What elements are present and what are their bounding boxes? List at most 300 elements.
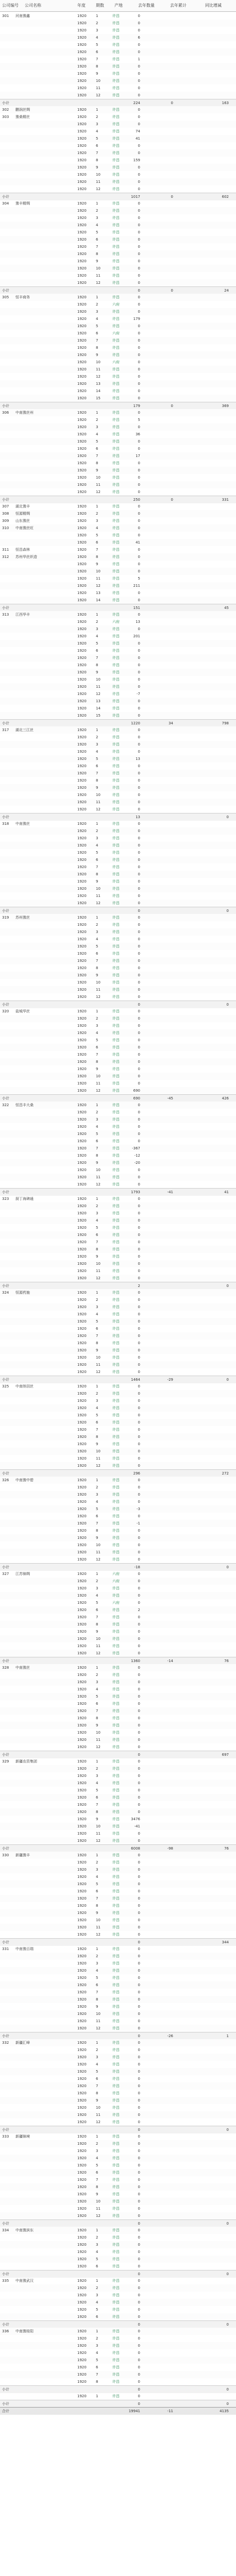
cell-period: 7 [96, 1615, 98, 1619]
cell-year: 1920 [77, 2192, 87, 2196]
table-row [0, 618, 236, 625]
cell-year: 1920 [77, 1110, 87, 1114]
table-row [0, 84, 236, 92]
cell-period: 10 [96, 677, 100, 682]
cell-company-name: 中南豫丝旺 [15, 526, 33, 530]
cell-yoy: 41 [224, 1190, 229, 1194]
cell-quantity: 296 [133, 1471, 140, 1476]
table-row [0, 1765, 236, 1772]
cell-period: 7 [96, 2084, 98, 2088]
cell-quantity: 13 [136, 620, 140, 624]
cell-quantity: 179 [133, 404, 140, 408]
cell-period: 7 [96, 1803, 98, 1807]
cell-origin: 许昌 [112, 418, 120, 422]
cell-year: 1920 [77, 1139, 87, 1143]
table-row [0, 1361, 236, 1368]
cell-period: 5 [96, 2358, 98, 2362]
cell-year: 1920 [77, 137, 87, 141]
cell-year: 1920 [77, 2329, 87, 2333]
table-row [0, 654, 236, 662]
table-row [0, 1101, 236, 1109]
table-row [0, 1578, 236, 1585]
cell-origin: 许昌 [112, 310, 120, 314]
cell-quantity: 0 [138, 1218, 140, 1223]
subtotal-row [0, 2219, 236, 2227]
cell-year: 1920 [77, 2257, 87, 2261]
cell-year: 1920 [77, 1608, 87, 1612]
table-row [0, 510, 236, 517]
cell-period: 7 [96, 1896, 98, 1901]
table-row [0, 2263, 236, 2270]
cell-period: 4 [96, 129, 98, 133]
cell-period: 9 [96, 973, 98, 977]
cell-period: 6 [96, 1045, 98, 1049]
table-row [0, 438, 236, 445]
cell-year: 1920 [77, 1478, 87, 1482]
cell-origin: 许昌 [112, 771, 120, 775]
table-row [0, 1981, 236, 1989]
table-row [0, 1736, 236, 1743]
cell-period: 3 [96, 425, 98, 429]
table-row [0, 647, 236, 654]
cell-year: 1920 [77, 1969, 87, 1973]
cell-period: 3 [96, 1024, 98, 1028]
cell-period: 13 [96, 699, 100, 703]
cell-origin: 许昌 [112, 1651, 120, 1655]
cell-yoy: 0 [226, 2402, 229, 2406]
table-row [0, 2140, 236, 2147]
cell-quantity: 0 [138, 786, 140, 790]
cell-origin: 许昌 [112, 245, 120, 249]
cell-quantity: 0 [138, 1334, 140, 1338]
cell-year: 1920 [77, 2012, 87, 2016]
table-row [0, 481, 236, 488]
cell-company-name: 中南纳羽丝 [15, 1384, 33, 1388]
cell-year: 1920 [77, 504, 87, 509]
subtotal-row [0, 2400, 236, 2408]
table-row [0, 734, 236, 741]
cell-origin: 许昌 [112, 447, 120, 451]
cell-period: 5 [96, 1132, 98, 1136]
table-row [0, 2162, 236, 2169]
cell-year: 1920 [77, 454, 87, 458]
table-row [0, 892, 236, 900]
table-row [0, 1621, 236, 1628]
cell-origin: 许昌 [112, 2048, 120, 2052]
cell-period: 6 [96, 858, 98, 862]
table-row [0, 1239, 236, 1246]
cell-period: 11 [96, 2113, 100, 2117]
cell-year: 1920 [77, 800, 87, 804]
cell-quantity: 0 [138, 627, 140, 631]
cell-quantity: 0 [138, 1175, 140, 1179]
table-row [0, 741, 236, 748]
table-row [0, 330, 236, 337]
table-row [0, 1044, 236, 1051]
cell-company-code: 小计 [2, 2128, 9, 2132]
cell-origin: 许昌 [112, 836, 120, 840]
table-row [0, 921, 236, 928]
cell-period: 2 [96, 302, 98, 307]
table-row [0, 200, 236, 207]
cell-year: 1920 [77, 2142, 87, 2146]
cell-year: 1920 [77, 778, 87, 783]
cell-year: 1920 [77, 2106, 87, 2110]
cell-period: 4 [96, 1500, 98, 1504]
cell-quantity: 0 [138, 1442, 140, 1446]
cell-quantity: 0 [138, 930, 140, 934]
cell-origin: 许昌 [112, 598, 120, 602]
cell-origin: 许昌 [112, 685, 120, 689]
table-row [0, 1917, 236, 1924]
cell-quantity: 0 [138, 1449, 140, 1453]
cell-origin: 许昌 [112, 1291, 120, 1295]
cell-origin: 许昌 [112, 2178, 120, 2182]
header-period: 期数 [96, 3, 104, 8]
table-row [0, 1332, 236, 1340]
cell-quantity: 0 [138, 1579, 140, 1583]
cell-period: 10 [96, 360, 100, 364]
cell-quantity: 0 [138, 201, 140, 206]
cell-year: 1920 [77, 1824, 87, 1828]
cell-quantity: 0 [138, 1918, 140, 1922]
cell-origin: 许昌 [112, 677, 120, 682]
cell-cumulative: 0 [171, 289, 173, 293]
cell-origin: 许昌 [112, 1074, 120, 1078]
cell-period: 10 [96, 2012, 100, 2016]
table-row [0, 784, 236, 791]
cell-period: 9 [96, 353, 98, 357]
cell-period: 6 [96, 238, 98, 242]
cell-year: 1920 [77, 1875, 87, 1879]
cell-quantity: 0 [138, 1694, 140, 1699]
cell-period: 1 [96, 1947, 98, 1951]
cell-year: 1920 [77, 1074, 87, 1078]
subtotal-row [0, 286, 236, 294]
cell-quantity: 0 [138, 901, 140, 905]
cell-year: 1920 [77, 1370, 87, 1374]
cell-year: 1920 [77, 1904, 87, 1908]
cell-quantity: 0 [138, 79, 140, 83]
cell-yoy: 0 [226, 1378, 229, 1382]
cell-period: 2 [96, 1298, 98, 1302]
cell-quantity: 0 [138, 2257, 140, 2261]
cell-company-name: 新疆农资集团 [15, 1759, 37, 1764]
cell-origin: 许昌 [112, 1680, 120, 1684]
subtotal-row [0, 2320, 236, 2328]
cell-origin: 许昌 [112, 338, 120, 343]
cell-year: 1920 [77, 252, 87, 256]
cell-year: 1920 [77, 1557, 87, 1562]
table-row [0, 214, 236, 222]
cell-period: 7 [96, 1709, 98, 1713]
cell-year: 1920 [77, 418, 87, 422]
cell-year: 1920 [77, 2084, 87, 2088]
cell-origin: 许昌 [112, 649, 120, 653]
cell-year: 1920 [77, 490, 87, 494]
cell-year: 1920 [77, 2264, 87, 2268]
table-row [0, 2357, 236, 2364]
cell-year: 1920 [77, 1507, 87, 1511]
cell-period: 11 [96, 577, 100, 581]
cell-origin: 许昌 [112, 2365, 120, 2369]
cell-quantity: 0 [138, 1680, 140, 1684]
cell-yoy: 0 [226, 1003, 229, 1007]
cell-period: 5 [96, 1976, 98, 1980]
cell-period: 11 [96, 1550, 100, 1554]
cell-year: 1920 [77, 28, 87, 32]
cell-year: 1920 [77, 1327, 87, 1331]
cell-origin: 许昌 [112, 1298, 120, 1302]
cell-period: 3 [96, 627, 98, 631]
cell-year: 1920 [77, 706, 87, 710]
cell-year: 1920 [77, 1161, 87, 1165]
cell-period: 7 [96, 656, 98, 660]
cell-quantity: 0 [138, 2084, 140, 2088]
cell-year: 1920 [77, 2062, 87, 2066]
cell-year: 1920 [77, 1694, 87, 1699]
cell-period: 11 [96, 1738, 100, 1742]
cell-origin: 许昌 [112, 1882, 120, 1886]
cell-period: 1 [96, 2228, 98, 2232]
cell-quantity: 0 [138, 879, 140, 884]
table-row [0, 2061, 236, 2068]
cell-quantity: 0 [138, 1839, 140, 1843]
cell-quantity: 0 [138, 800, 140, 804]
cell-quantity: 0 [138, 1803, 140, 1807]
table-row [0, 827, 236, 835]
cell-year: 1920 [77, 1882, 87, 1886]
cell-quantity: 0 [138, 1341, 140, 1345]
cell-origin: 许昌 [112, 735, 120, 739]
cell-period: 9 [96, 1442, 98, 1446]
cell-cumulative: -45 [167, 1096, 173, 1100]
cell-quantity: 0 [138, 1896, 140, 1901]
table-row [0, 2111, 236, 2119]
cell-year: 1920 [77, 1255, 87, 1259]
cell-origin: 许昌 [112, 1449, 120, 1453]
table-row [0, 1275, 236, 1282]
cell-origin: 许昌 [112, 1247, 120, 1251]
cell-origin: 许昌 [112, 750, 120, 754]
cell-company-code: 小计 [2, 2323, 9, 2327]
cell-origin: 许昌 [112, 165, 120, 170]
cell-quantity: 0 [138, 2106, 140, 2110]
cell-year: 1920 [77, 36, 87, 40]
cell-origin: 许昌 [112, 72, 120, 76]
cell-quantity: 0 [138, 425, 140, 429]
cell-year: 1920 [77, 1745, 87, 1749]
cell-quantity: 0 [138, 14, 140, 18]
cell-company-code: 小计 [2, 1190, 9, 1194]
cell-year: 1920 [77, 281, 87, 285]
cell-period: 10 [96, 173, 100, 177]
cell-year: 1920 [77, 1615, 87, 1619]
cell-origin: 许昌 [112, 858, 120, 862]
cell-quantity: 0 [138, 699, 140, 703]
cell-quantity: 0 [138, 2091, 140, 2095]
cell-quantity: 0 [138, 2358, 140, 2362]
cell-origin: 许昌 [112, 2351, 120, 2355]
cell-origin: 许昌 [112, 1896, 120, 1901]
table-row [0, 1202, 236, 1210]
cell-origin: 许昌 [112, 670, 120, 674]
table-row [0, 2248, 236, 2256]
cell-period: 8 [96, 555, 98, 559]
cell-quantity: 0 [138, 2243, 140, 2247]
cell-period: 1 [96, 2394, 98, 2398]
cell-quantity: 0 [138, 2171, 140, 2175]
subtotal-row [0, 2126, 236, 2133]
cell-quantity: 0 [138, 1904, 140, 1908]
cell-origin: 许昌 [112, 757, 120, 761]
cell-period: 6 [96, 649, 98, 653]
cell-cumulative: -98 [167, 1846, 173, 1851]
cell-origin: 许昌 [112, 1723, 120, 1727]
cell-quantity: 0 [138, 1644, 140, 1648]
cell-origin: 许昌 [112, 396, 120, 400]
cell-company-code: 小计 [2, 1659, 9, 1663]
cell-quantity: 0 [138, 1262, 140, 1266]
table-row [0, 445, 236, 452]
cell-period: 15 [96, 714, 100, 718]
table-row [0, 690, 236, 698]
cell-year: 1920 [77, 988, 87, 992]
cell-quantity: 0 [138, 2222, 140, 2226]
cell-quantity: 0 [138, 591, 140, 595]
cell-year: 1920 [77, 1392, 87, 1396]
cell-year: 1920 [77, 411, 87, 415]
table-row [0, 1996, 236, 2003]
cell-quantity: 0 [138, 289, 140, 293]
table-row [0, 2119, 236, 2126]
cell-origin: 许昌 [112, 1031, 120, 1035]
cell-period: 1 [96, 1009, 98, 1013]
cell-period: 5 [96, 439, 98, 444]
table-row [0, 762, 236, 770]
cell-quantity: 0 [138, 1911, 140, 1915]
table-row [0, 315, 236, 323]
cell-year: 1920 [77, 21, 87, 25]
table-row [0, 1888, 236, 1895]
cell-year: 1920 [77, 1795, 87, 1800]
cell-period: 10 [96, 266, 100, 270]
cell-quantity: 0 [138, 2402, 140, 2406]
cell-origin: 许昌 [112, 274, 120, 278]
cell-origin: 许昌 [112, 389, 120, 393]
cell-period: 6 [96, 1420, 98, 1425]
cell-origin: 许昌 [112, 1521, 120, 1526]
table-row [0, 1743, 236, 1751]
cell-origin: 许昌 [112, 1774, 120, 1778]
cell-period: 3 [96, 2344, 98, 2348]
table-row [0, 597, 236, 604]
cell-period: 3 [96, 1586, 98, 1590]
cell-company-code: 329 [2, 1759, 9, 1764]
table-row [0, 1195, 236, 1202]
cell-origin: 许昌 [112, 865, 120, 869]
cell-origin: 许昌 [112, 209, 120, 213]
cell-company-code: 335 [2, 2279, 9, 2283]
table-row [0, 835, 236, 842]
table-row [0, 2299, 236, 2306]
cell-year: 1920 [77, 173, 87, 177]
table-row [0, 113, 236, 121]
cell-period: 12 [96, 1745, 100, 1749]
cell-quantity: 0 [138, 807, 140, 811]
cell-origin: 许昌 [112, 1168, 120, 1172]
cell-year: 1920 [77, 1305, 87, 1309]
cell-period: 11 [96, 1456, 100, 1461]
cell-period: 4 [96, 1406, 98, 1410]
table-row [0, 2082, 236, 2090]
cell-year: 1920 [77, 1435, 87, 1439]
cell-year: 1920 [77, 1182, 87, 1187]
table-row [0, 1318, 236, 1325]
cell-period: 4 [96, 1312, 98, 1316]
cell-company-name: 恒源药施 [15, 1291, 30, 1295]
cell-origin: 许昌 [112, 980, 120, 985]
table-row [0, 265, 236, 272]
cell-quantity: 0 [138, 1464, 140, 1468]
table-row [0, 1931, 236, 1938]
cell-quantity: 0 [138, 2207, 140, 2211]
table-row [0, 1880, 236, 1888]
cell-quantity: 0 [138, 2062, 140, 2066]
cell-period: 5 [96, 851, 98, 855]
table-row [0, 359, 236, 366]
cell-period: 11 [96, 2019, 100, 2023]
cell-period: 11 [96, 86, 100, 90]
cell-year: 1920 [77, 1832, 87, 1836]
cell-year: 1920 [77, 1961, 87, 1965]
cell-quantity: 151 [133, 606, 140, 610]
cell-period: 1 [96, 201, 98, 206]
cell-quantity: 0 [138, 1413, 140, 1417]
cell-year: 1920 [77, 1954, 87, 1958]
table-row [0, 1520, 236, 1527]
cell-period: 7 [96, 1146, 98, 1150]
table-row [0, 964, 236, 972]
table-row [0, 207, 236, 214]
cell-year: 1920 [77, 533, 87, 537]
cell-company-name: 中南豫中碧 [15, 1478, 33, 1482]
cell-origin: 许昌 [112, 64, 120, 69]
cell-yoy: 163 [222, 101, 229, 105]
cell-origin: 许昌 [112, 1060, 120, 1064]
cell-period: 12 [96, 93, 100, 97]
cell-year: 1920 [77, 1045, 87, 1049]
cell-period: 2 [96, 1767, 98, 1771]
cell-year: 1920 [77, 1103, 87, 1107]
table-row [0, 1549, 236, 1556]
table-row [0, 950, 236, 957]
cell-origin: 许昌 [112, 2228, 120, 2232]
cell-quantity: 0 [138, 1420, 140, 1425]
cell-period: 11 [96, 483, 100, 487]
cell-year: 1920 [77, 201, 87, 206]
cell-origin: 许昌 [112, 1759, 120, 1764]
table-row [0, 2277, 236, 2284]
cell-period: 2 [96, 1392, 98, 1396]
cell-period: 8 [96, 158, 98, 162]
cell-quantity: 0 [138, 793, 140, 797]
cell-year: 1920 [77, 187, 87, 191]
cell-quantity: 0 [138, 411, 140, 415]
cell-origin: 许昌 [112, 778, 120, 783]
cell-origin: 许昌 [112, 468, 120, 472]
cell-origin: 许昌 [112, 699, 120, 703]
